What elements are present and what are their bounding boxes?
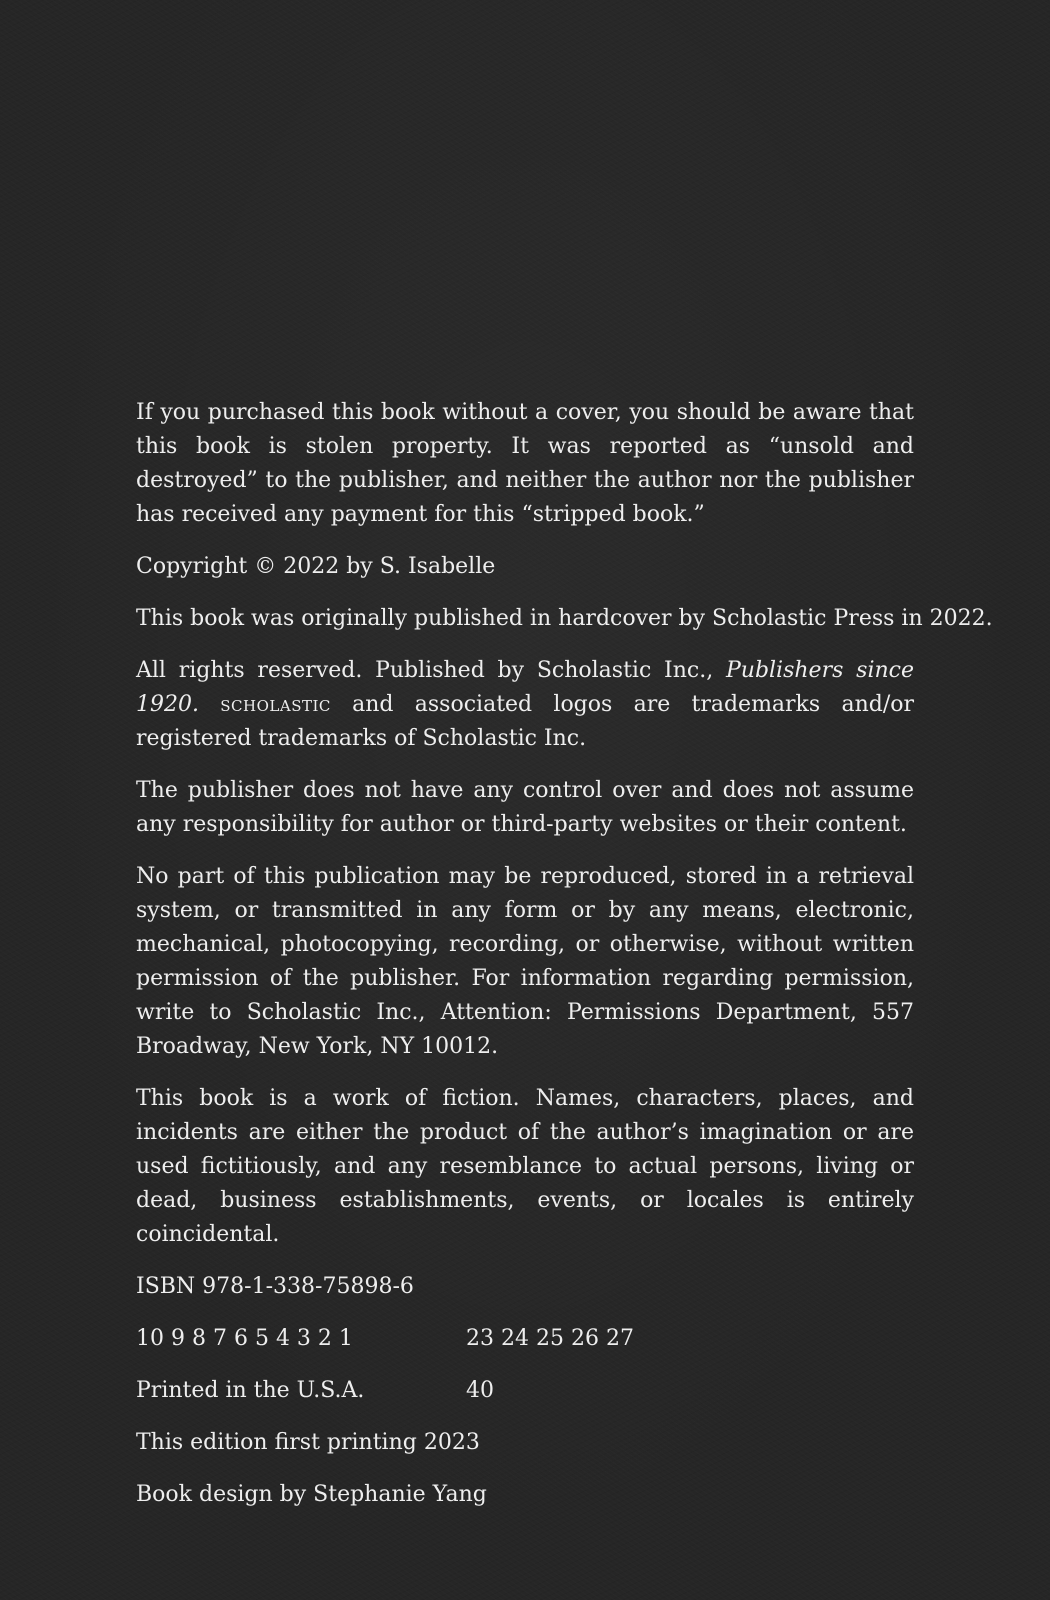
rights-lead: All rights reserved. Published by Scholastic Inc., [136,658,726,683]
rights-reserved-paragraph [136,654,914,756]
printing-years: 23 24 25 26 27 [466,1326,634,1351]
printer-code: 40 [466,1378,494,1403]
printed-in-line [136,1374,914,1408]
scholastic-trademark: scholastic [220,692,331,717]
design-credit: Book design by Stephanie Yang [136,1482,487,1507]
printing-numbers: 10 9 8 7 6 5 4 3 2 1 [136,1326,353,1351]
trademark-rest: and associated logos are trademarks and/or registered trademarks of Scholastic Inc. [136,692,914,751]
copyright-text-block [136,396,993,1530]
publishers-since: Publishers since 1920. [136,658,914,717]
isbn: ISBN 978-1-338-75898-6 [136,1274,414,1299]
copyright-line: Copyright © 2022 by S. Isabelle [136,554,496,579]
printing-line [136,1322,914,1356]
printed-in-label: Printed in the U.S.A. [136,1378,365,1403]
fiction-notice: This book is a work of fiction. Names, characters, places, and incidents are either the product of the author’s imagination or are used fictitiously, and any resemblance to actual persons, living or dead, business establishments, events, or locales is entirely coincidental. [136,1086,914,1247]
stripped-book-notice: If you purchased this book without a cover, you should be aware that this book is stolen property. It was reported as “unsold and destroyed” to the publisher, and neither the author nor the publisher has received any payment for this “stripped book.” [136,400,914,527]
original-publication-note: This book was originally published in hardcover by Scholastic Press in 2022. [136,606,993,631]
edition-note: This edition first printing 2023 [136,1430,480,1455]
website-disclaimer: The publisher does not have any control over and does not assume any responsibility for author or third-party websites or their content. [136,778,914,837]
permissions-paragraph: No part of this publication may be reproduced, stored in a retrieval system, or transmitted in any form or by any means, electronic, mechanical, photocopying, recording, or otherwise, without written permission of the publisher. For information regarding permission, write to Scholastic Inc., Attention: Permissions Department, 557 Broadway, New York, NY 10012. [136,864,914,1059]
